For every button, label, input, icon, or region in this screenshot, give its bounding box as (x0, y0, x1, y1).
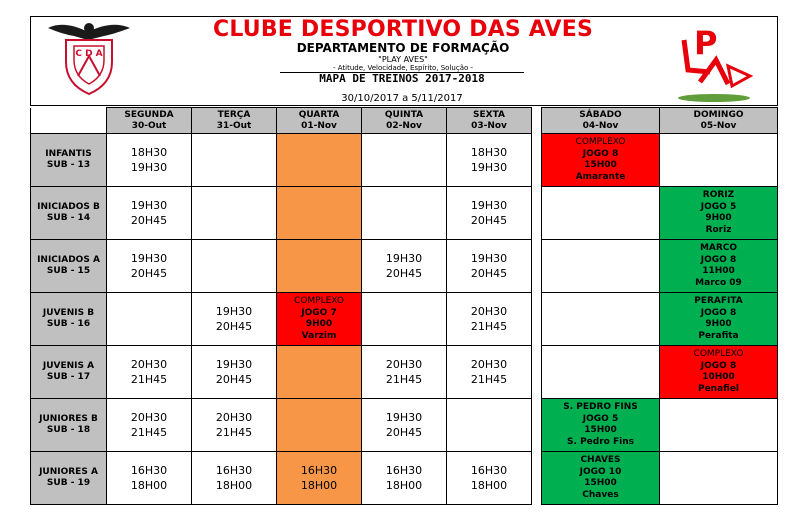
team-row (31, 240, 532, 293)
team-cell (31, 187, 107, 240)
session-time: 16H30 (470, 464, 508, 477)
game-detail: Roriz (705, 224, 732, 235)
session-time: 20H30 (470, 305, 508, 318)
session-time: 18H00 (385, 479, 423, 492)
map-title: MAPA DE TREINOS 2017-2018 (319, 72, 485, 85)
team-row (31, 399, 532, 452)
training-slot (447, 293, 532, 346)
game-detail: S. Pedro Fins (567, 436, 634, 447)
holiday-slot (277, 134, 362, 187)
team-name: JUNIORES B (39, 414, 98, 424)
empty-slot (362, 293, 447, 346)
session-time: 18H00 (130, 479, 168, 492)
team-row (31, 293, 532, 346)
game-detail: S. PEDRO FINS (563, 402, 638, 412)
team-row (31, 187, 532, 240)
empty-slot (542, 240, 660, 293)
session-time: 21H45 (130, 373, 168, 386)
empty-slot (362, 187, 447, 240)
day-header (542, 108, 660, 134)
game-detail: Perafita (698, 330, 739, 341)
training-slot (192, 293, 277, 346)
crest-letters: C D A (75, 49, 103, 59)
team-name: JUNIORES A (39, 467, 98, 477)
team-row (542, 293, 778, 346)
game-detail: 11H00 (702, 266, 735, 276)
session-time: 20H45 (385, 267, 423, 280)
day-date: 05-Nov (700, 120, 737, 131)
empty-slot (447, 399, 532, 452)
team-row (542, 240, 778, 293)
team-level: SUB - 17 (46, 372, 91, 382)
game-detail: PERAFITA (694, 296, 743, 306)
game-detail: MARCO (699, 243, 738, 253)
game-detail: JOGO 8 (582, 148, 619, 159)
session-time: 16H30 (130, 464, 168, 477)
team-row (542, 346, 778, 399)
day-name: SÁBADO (579, 109, 622, 120)
game-slot (660, 346, 778, 399)
day-name: QUINTA (384, 109, 424, 120)
holiday-slot (277, 187, 362, 240)
team-name: INICIADOS A (37, 255, 100, 265)
training-slot (107, 399, 192, 452)
team-cell (31, 134, 107, 187)
session-time: 21H45 (130, 426, 168, 439)
empty-slot (192, 240, 277, 293)
club-crest-logo (44, 18, 134, 96)
game-detail: 10H00 (702, 372, 735, 382)
training-slot (107, 134, 192, 187)
game-detail: Marco 09 (695, 277, 742, 288)
session-time: 19H30 (470, 199, 508, 212)
training-schedule-weekend (541, 107, 778, 505)
session-time: 20H30 (215, 411, 253, 424)
team-cell (31, 240, 107, 293)
session-time: 19H30 (385, 411, 423, 424)
team-name: JUVENIS A (42, 361, 95, 371)
day-date: 04-Nov (582, 120, 619, 131)
training-slot (107, 452, 192, 505)
session-time: 20H30 (130, 358, 168, 371)
session-time: 21H45 (215, 426, 253, 439)
session-time: 19H30 (130, 161, 168, 174)
game-detail: CHAVES (580, 455, 621, 465)
game-slot (542, 452, 660, 505)
team-level: SUB - 13 (46, 160, 91, 170)
session-time: 20H45 (470, 267, 508, 280)
team-name: INFANTIS (45, 149, 92, 159)
game-detail: Varzim (301, 330, 337, 341)
game-detail: JOGO 7 (301, 307, 337, 318)
game-slot (660, 240, 778, 293)
page-title: CLUBE DESPORTIVO DAS AVES (212, 17, 594, 42)
training-slot (362, 240, 447, 293)
day-header (192, 108, 277, 134)
header-row (31, 108, 532, 134)
team-row (542, 399, 778, 452)
game-slot (660, 187, 778, 240)
game-detail: JOGO 5 (582, 413, 619, 424)
day-date: 02-Nov (386, 120, 422, 131)
training-slot (192, 399, 277, 452)
team-name: INICIADOS B (37, 202, 100, 212)
game-detail: Amarante (575, 171, 626, 182)
game-detail: 15H00 (584, 160, 617, 170)
game-slot (660, 293, 778, 346)
empty-slot (660, 399, 778, 452)
session-time: 20H45 (130, 214, 168, 227)
session-time: 16H30 (300, 464, 338, 477)
game-detail: COMPLEXO (575, 137, 626, 147)
day-date: 03-Nov (471, 120, 507, 131)
game-detail: Chaves (582, 489, 619, 500)
holiday-slot (277, 346, 362, 399)
session-time: 20H45 (130, 267, 168, 280)
holiday-slot (277, 240, 362, 293)
training-slot (447, 452, 532, 505)
day-name: QUARTA (298, 109, 340, 120)
header-row (542, 108, 778, 134)
training-slot (192, 452, 277, 505)
play-aves-logo (670, 20, 760, 104)
game-detail: COMPLEXO (294, 296, 344, 306)
session-time: 21H45 (470, 373, 508, 386)
session-time: 16H30 (385, 464, 423, 477)
session-time: 19H30 (470, 252, 508, 265)
empty-slot (542, 293, 660, 346)
team-cell (31, 452, 107, 505)
training-slot (447, 134, 532, 187)
holiday-slot (277, 399, 362, 452)
empty-slot (542, 346, 660, 399)
session-time: 18H00 (300, 479, 338, 492)
day-name: DOMINGO (693, 109, 744, 120)
game-detail: 9H00 (305, 319, 333, 329)
team-level: SUB - 19 (46, 478, 91, 488)
team-row (542, 187, 778, 240)
game-detail: JOGO 10 (579, 466, 622, 477)
session-time: 19H30 (215, 305, 253, 318)
training-slot (362, 346, 447, 399)
session-time: 20H30 (470, 358, 508, 371)
game-slot (277, 293, 362, 346)
team-level: SUB - 18 (46, 425, 91, 435)
team-level: SUB - 14 (46, 213, 91, 223)
play-logo-letter: P (694, 24, 718, 62)
day-date: 30-Out (131, 120, 167, 131)
training-slot (107, 187, 192, 240)
team-level: SUB - 16 (46, 319, 91, 329)
training-slot (362, 452, 447, 505)
empty-slot (660, 452, 778, 505)
session-time: 19H30 (130, 199, 168, 212)
session-time: 19H30 (470, 161, 508, 174)
game-detail: 9H00 (705, 213, 732, 223)
game-detail: 15H00 (584, 425, 617, 435)
session-time: 18H00 (215, 479, 253, 492)
game-detail: JOGO 8 (700, 360, 737, 371)
empty-slot (362, 134, 447, 187)
team-cell (31, 346, 107, 399)
empty-slot (192, 134, 277, 187)
game-detail: JOGO 5 (700, 201, 737, 212)
department-subtitle: DEPARTAMENTO DE FORMAÇÃO (296, 41, 510, 55)
day-header (447, 108, 532, 134)
motto-text: - Atitude, Velocidade, Espírito, Solução - (332, 64, 474, 72)
empty-slot (192, 187, 277, 240)
empty-slot (107, 293, 192, 346)
training-slot (362, 399, 447, 452)
team-row (31, 134, 532, 187)
team-level: SUB - 15 (46, 266, 91, 276)
day-header (362, 108, 447, 134)
day-date: 01-Nov (301, 120, 337, 131)
session-time: 18H00 (470, 479, 508, 492)
game-detail: COMPLEXO (693, 349, 744, 359)
team-cell (31, 399, 107, 452)
session-time: 18H30 (470, 146, 508, 159)
session-time: 21H45 (470, 320, 508, 333)
session-time: 20H45 (215, 373, 253, 386)
corner-cell (31, 108, 107, 134)
day-header (277, 108, 362, 134)
team-row (542, 134, 778, 187)
training-slot (277, 452, 362, 505)
training-slot (107, 240, 192, 293)
game-detail: RORIZ (702, 190, 735, 200)
training-slot (447, 240, 532, 293)
training-schedule-weekdays (30, 107, 532, 505)
training-slot (447, 346, 532, 399)
day-name: SEGUNDA (124, 109, 174, 120)
training-slot (447, 187, 532, 240)
day-header (107, 108, 192, 134)
session-time: 19H30 (130, 252, 168, 265)
session-time: 20H45 (215, 320, 253, 333)
session-time: 16H30 (215, 464, 253, 477)
team-cell (31, 293, 107, 346)
game-detail: Penafiel (697, 383, 740, 394)
session-time: 19H30 (215, 358, 253, 371)
game-detail: JOGO 8 (700, 254, 737, 265)
day-name: TERÇA (217, 109, 251, 120)
empty-slot (660, 134, 778, 187)
project-name: "PLAY AVES" (378, 55, 428, 64)
game-slot (542, 134, 660, 187)
period-dates: 30/10/2017 a 5/11/2017 (341, 93, 463, 104)
session-time: 19H30 (385, 252, 423, 265)
empty-slot (542, 187, 660, 240)
session-time: 18H30 (130, 146, 168, 159)
team-row (31, 452, 532, 505)
game-detail: 9H00 (705, 319, 732, 329)
day-name: SEXTA (473, 109, 505, 120)
session-time: 20H30 (130, 411, 168, 424)
training-slot (107, 346, 192, 399)
team-name: JUVENIS B (42, 308, 95, 318)
game-detail: 15H00 (584, 478, 617, 488)
training-slot (192, 346, 277, 399)
session-time: 20H30 (385, 358, 423, 371)
session-time: 20H45 (385, 426, 423, 439)
session-time: 20H45 (470, 214, 508, 227)
session-time: 21H45 (385, 373, 423, 386)
team-row (31, 346, 532, 399)
game-slot (542, 399, 660, 452)
team-row (542, 452, 778, 505)
day-date: 31-Out (216, 120, 252, 131)
game-detail: JOGO 8 (700, 307, 737, 318)
day-header (660, 108, 778, 134)
